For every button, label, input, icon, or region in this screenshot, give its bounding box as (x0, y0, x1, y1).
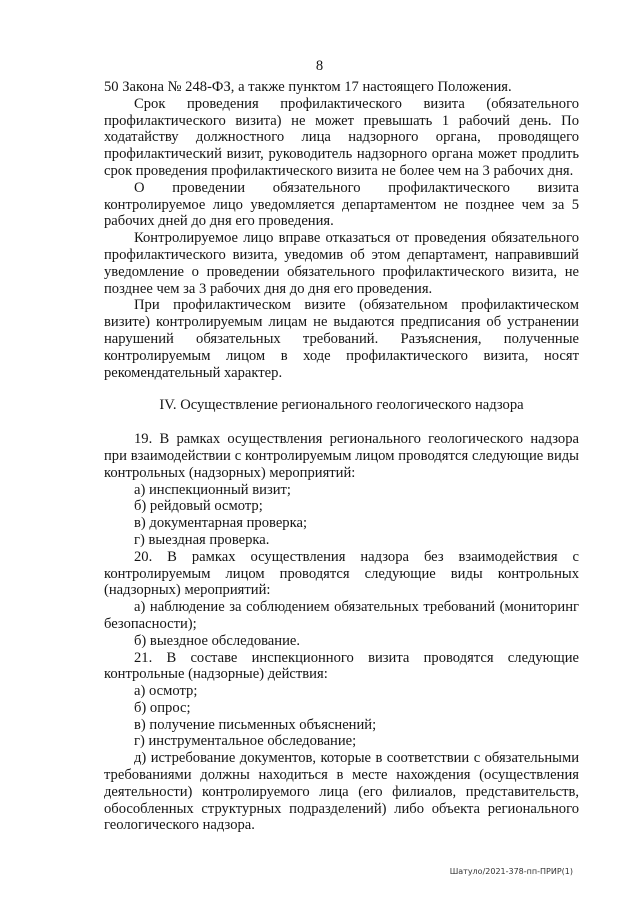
paragraph-visit-duration: Срок проведения профилактического визита (обязательного профилактического визита) не может превышать 1 рабочий день. По ходатайству должностного лица надзорного органа, проводящего профилактический визит, руководитель надзорного органа может продлить срок проведения профилактического визита не более чем на 3 рабочих дня. (104, 95, 579, 179)
list-item: г) инструментальное обследование; (134, 733, 357, 750)
list-item: а) осмотр; (134, 683, 198, 700)
list-item: а) наблюдение за соблюдением обязательных требований (мониторинг безопасности); (104, 599, 579, 632)
paragraph-item-19: 19. В рамках осуществления регионального геологического надзора при взаимодействии с контролируемым лицом проводятся следующие виды контрольных (надзорных) мероприятий: (104, 431, 579, 481)
paragraph-visit-notice: О проведении обязательного профилактического визита контролируемое лицо уведомляется департаментом не позднее чем за 5 рабочих дней до дня его проведения. (104, 179, 579, 230)
list-item: а) инспекционный визит; (134, 481, 291, 498)
paragraph-item-21: 21. В составе инспекционного визита проводятся следующие контрольные (надзорные) действия: (104, 649, 579, 683)
list-item: б) опрос; (134, 699, 191, 716)
document-body (104, 79, 579, 834)
footer-code: Шатуло/2021-378-пп-ПРИР(1) (449, 867, 573, 876)
list-item: б) рейдовый осмотр; (134, 498, 263, 515)
list-item: б) выездное обследование. (134, 632, 301, 649)
list-item: д) истребование документов, которые в соответствии с обязательными требованиями должны находиться в месте нахождения (осуществления деятельности) контролируемого лица (его филиалов, представительств, обособленных структурных подразделений) либо объекта регионального геологического надзора. (104, 750, 579, 834)
paragraph-visit-refusal: Контролируемое лицо вправе отказаться от проведения обязательного профилактического визита, уведомив об этом департамент, направивший уведомление о проведении обязательного профилактического визита, не позднее чем за 3 рабочих дня до дня его проведения. (104, 230, 579, 297)
list-item: в) получение письменных объяснений; (134, 716, 377, 733)
paragraph-visit-explanations: При профилактическом визите (обязательном профилактическом визите) контролируемым лицам не выдаются предписания об устранении нарушений обязательных требований. Разъяснения, полученные контролируемым лицом в ходе профилактического визита, носят рекомендательный характер. (104, 297, 579, 381)
paragraph-continuation: 50 Закона № 248-ФЗ, а также пунктом 17 настоящего Положения. (104, 79, 512, 95)
list-item: в) документарная проверка; (134, 515, 307, 532)
page-number: 8 (315, 58, 324, 74)
paragraph-item-20: 20. В рамках осуществления надзора без взаимодействия с контролируемым лицом проводятся следующие виды контрольных (надзорных) мероприятий: (104, 548, 579, 599)
section-heading: IV. Осуществление регионального геологического надзора (159, 397, 524, 414)
list-item: г) выездная проверка. (134, 531, 270, 548)
